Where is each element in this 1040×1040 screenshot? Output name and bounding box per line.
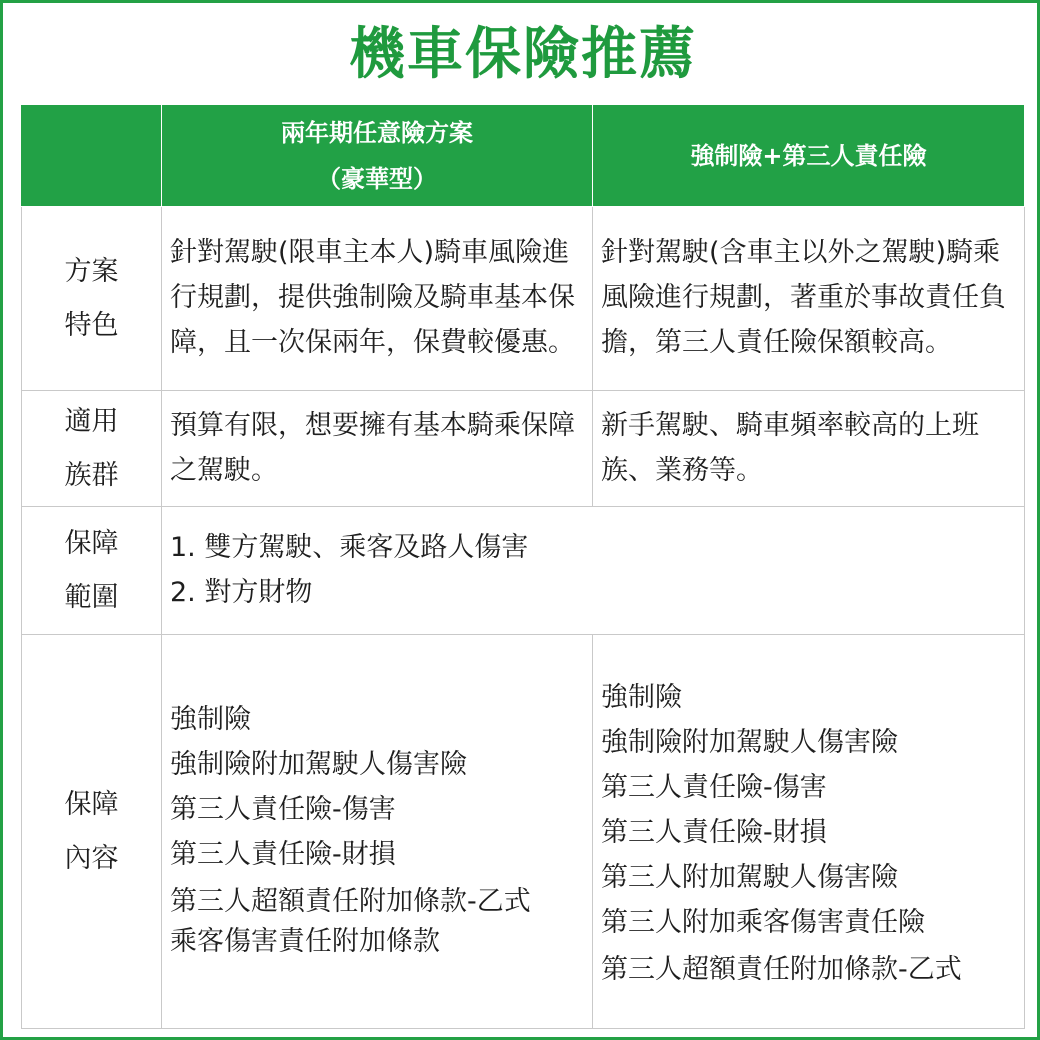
coverage-content-plan-b — [593, 635, 1025, 1029]
header-plan-two-year-title: 兩年期任意險方案 — [281, 118, 473, 147]
coverage-item: 強制險附加駕駛人傷害險 — [170, 749, 467, 780]
coverage-item: 乘客傷害責任附加條款 — [170, 926, 440, 957]
row-label-audience-line2: 族群 — [64, 459, 119, 491]
row-label-coverage-content — [22, 635, 162, 1029]
coverage-item: 第三人責任險-傷害 — [170, 794, 396, 825]
table-row-coverage-scope — [22, 507, 1025, 635]
row-label-coverage-content-line1: 保障 — [64, 788, 119, 820]
table-header-row — [22, 105, 1025, 207]
row-label-features-line1: 方案 — [64, 255, 119, 287]
table-row-audience — [22, 391, 1025, 507]
header-plan-two-year — [162, 105, 593, 207]
row-label-coverage-scope — [22, 507, 162, 635]
coverage-item: 第三人責任險-財損 — [170, 839, 396, 870]
row-label-coverage-scope-line1: 保障 — [64, 527, 119, 559]
table-row-coverage-content — [22, 635, 1025, 1029]
row-label-features-line2: 特色 — [64, 309, 119, 341]
row-label-coverage-scope-line2: 範圍 — [64, 581, 119, 613]
table-row-features — [22, 207, 1025, 391]
features-plan-a: 針對駕駛(限車主本人)騎車風險進行規劃，提供強制險及騎車基本保障，且一次保兩年，保費較優惠。 — [162, 207, 593, 391]
coverage-item: 強制險 — [601, 681, 682, 713]
coverage-scope-item: 1. 雙方駕駛、乘客及路人傷害 — [170, 531, 529, 563]
coverage-item: 第三人附加乘客傷害責任險 — [601, 906, 925, 938]
coverage-scope-shared — [162, 507, 1025, 635]
coverage-item: 第三人超額責任附加條款-乙式 — [601, 953, 962, 985]
header-corner-cell — [22, 105, 162, 207]
audience-plan-a: 預算有限，想要擁有基本騎乘保障之駕駛。 — [162, 391, 593, 507]
features-plan-b: 針對駕駛(含車主以外之駕駛)騎乘風險進行規劃，著重於事故責任負擔，第三人責任險保額較高。 — [593, 207, 1025, 391]
coverage-item: 第三人超額責任附加條款-乙式 — [170, 886, 531, 917]
page-title: 機車保險推薦 — [349, 22, 697, 87]
audience-plan-b: 新手駕駛、騎車頻率較高的上班族、業務等。 — [593, 391, 1025, 507]
coverage-item: 強制險 — [170, 704, 251, 735]
coverage-item: 第三人責任險-財損 — [601, 816, 827, 848]
row-label-audience-line1: 適用 — [64, 405, 119, 437]
coverage-scope-item: 2. 對方財物 — [170, 576, 313, 608]
coverage-content-plan-a — [162, 635, 593, 1029]
header-plan-two-year-subtitle: （豪華型） — [317, 164, 437, 193]
header-plan-compulsory-third-party: 強制險+第三人責任險 — [593, 105, 1025, 207]
row-label-features — [22, 207, 162, 391]
coverage-item: 強制險附加駕駛人傷害險 — [601, 726, 898, 758]
coverage-item: 第三人附加駕駛人傷害險 — [601, 861, 898, 893]
row-label-coverage-content-line2: 內容 — [64, 842, 119, 874]
insurance-comparison-table — [21, 104, 1025, 1029]
row-label-audience — [22, 391, 162, 507]
coverage-item: 第三人責任險-傷害 — [601, 771, 827, 803]
